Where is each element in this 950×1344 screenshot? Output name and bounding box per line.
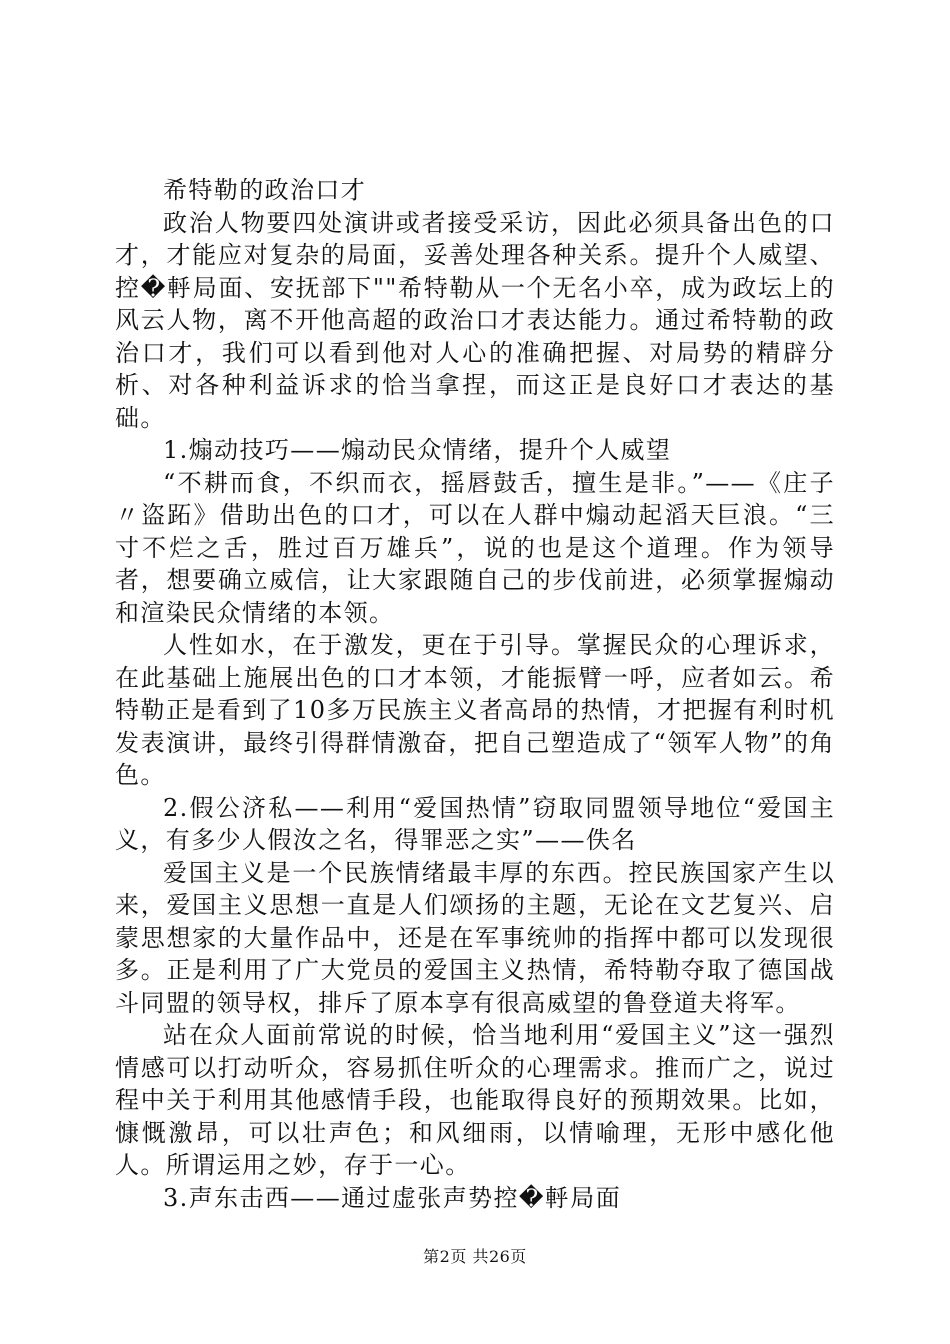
paragraph-human-nature: 人性如水，在于激发，更在于引导。掌握民众的心理诉求，在此基础上施展出色的口才本领，才能振臂一呼，应者如云。希特勒正是看到了10多万民族主义者高昂的热情，才把握有利时机发表演讲，最终引得群情激奋，把自己塑造成了“领军人物”的角色。	[115, 631, 835, 789]
paragraph-patriotism: 爱国主义是一个民族情绪最丰厚的东西。控民族国家产生以来，爱国主义思想一直是人们颂扬的主题，无论在文艺复兴、启蒙思想家的大量作品中，还是在军事统帅的指挥中都可以发现很多。正是利用了广大党员的爱国主义热情，希特勒夺取了德国战斗同盟的领导权，排斥了原本享有很高威望的鲁登道夫将军。	[115, 858, 835, 1017]
section-heading-1: 1.煽动技巧——煽动民众情绪，提升个人威望	[163, 436, 672, 464]
paragraph-public-speaking: 站在众人面前常说的时候，恰当地利用“爱国主义”这一强烈情感可以打动听众，容易抓住听众的心理需求。推而广之，说过程中关于利用其他感情手段，也能取得良好的预期效果。比如，慷慨激昂，可以壮声色；和风细雨，以情喻理，无形中感化他人。所谓运用之妙，存于一心。	[115, 1021, 835, 1179]
paragraph-quote-zhuangzi: “不耕而食，不织而衣，摇唇鼓舌，擅生是非。”——《庄子〃盗跖》借助出色的口才，可以在人群中煽动起滔天巨浪。“三寸不烂之舌，胜过百万雄兵”，说的也是这个道理。作为领导者，想要确立威信，让大家跟随自己的步伐前进，必须掌握煽动和渲染民众情绪的本领。	[115, 468, 835, 627]
page-footer: 第2页 共26页	[423, 1247, 527, 1266]
article-title: 希特勒的政治口才	[163, 176, 367, 204]
document-body	[115, 174, 835, 1214]
paragraph-intro: 政治人物要四处演讲或者接受采访，因此必须具备出色的口才，才能应对复杂的局面，妥善处理各种关系。提升个人威望、控�軤局面、安抚部下""希特勒从一个无名小卒，成为政坛上的风云人物，离不开他高超的政治口才表达能力。通过希特勒的政治口才，我们可以看到他对人心的准确把握、对局势的精辟分析、对各种利益诉求的恰当拿捏，而这正是良好口才表达的基础。	[115, 208, 835, 432]
section-heading-3: 3.声东击西——通过虚张声势控�軤局面	[163, 1183, 622, 1212]
section-heading-2: 2.假公济私——利用“爱国热情”窃取同盟领导地位“爱国主义，有多少人假汝之名，得罪恶之实”——佚名	[115, 793, 835, 854]
